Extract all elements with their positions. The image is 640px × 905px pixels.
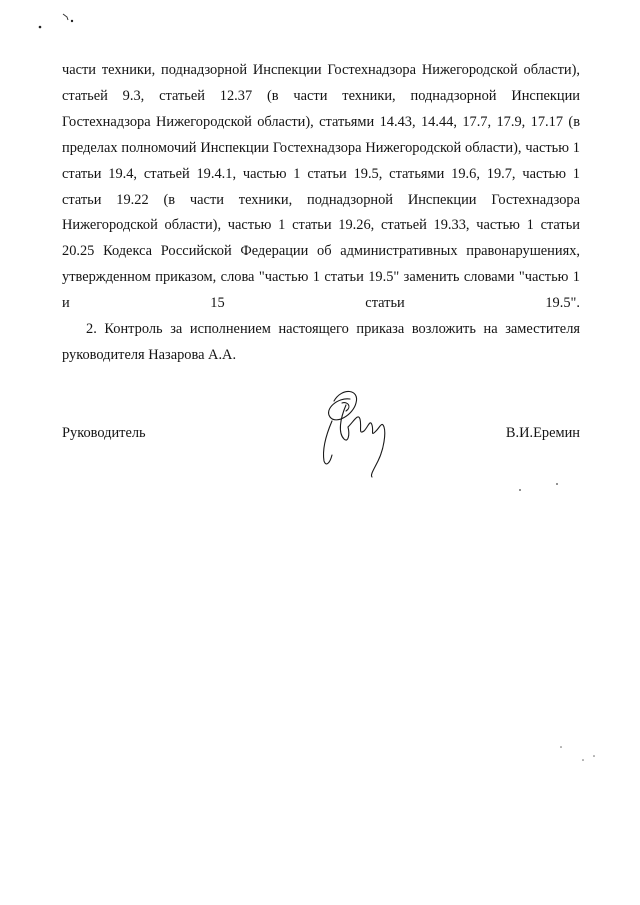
- signatory-name: В.И.Еремин: [505, 425, 580, 441]
- document-body: [62, 58, 580, 369]
- signatory-position: Руководитель: [62, 425, 146, 441]
- paragraph-2: 2. Контроль за исполнением настоящего приказа возложить на заместителя руководителя Назарова А.А.: [62, 321, 580, 363]
- paragraph-1: части техники, поднадзорной Инспекции Гостехнадзора Нижегородской области), статьей 9.3, статьей 12.37 (в части техники, поднадзорной Инспекции Гостехнадзора Нижегородской области), статьями 14.43, 14.44, 17.7, 17.9, 17.17 (в пределах полномочий Инспекции Гостехнадзора Нижегородской области), частью 1 статьи 19.4, статьей 19.4.1, частью 1 статьи 19.5, статьями 19.6, 19.7, частью 1 статьи 19.22 (в части техники, поднадзорной Инспекции Гостехнадзора Нижегородской области), частью 1 статьи 19.26, статьей 19.33, частью 1 статьи 20.25 Кодекса Российской Федерации об административных правонарушениях, утвержденном приказом, слова "частью 1 статьи 19.5" заменить словами "частью 1 и 15 статьи 19.5".: [62, 62, 580, 312]
- handwritten-signature: [312, 383, 402, 478]
